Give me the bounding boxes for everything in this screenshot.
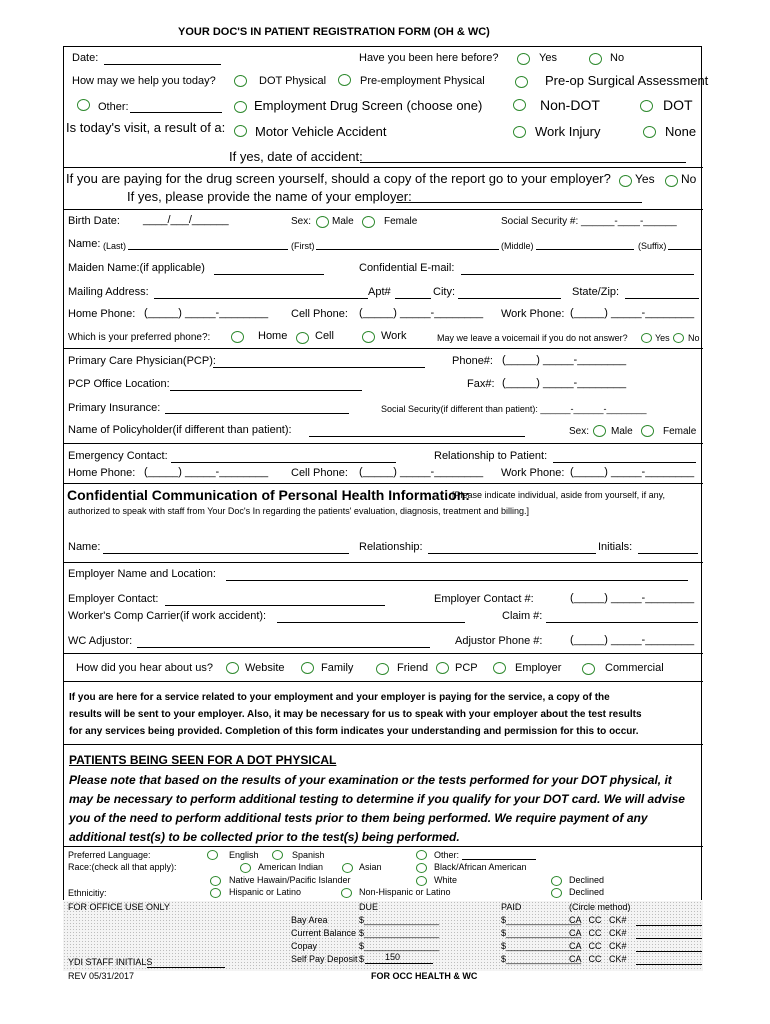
ssn-field[interactable]: Social Security #: ______-____-______ — [501, 216, 677, 227]
office-row-paid[interactable]: $_______________ — [501, 928, 582, 938]
non-dot-radio[interactable] — [513, 99, 526, 111]
referral-employer-label: Employer — [515, 662, 562, 674]
date-label: Date: — [72, 52, 99, 64]
dot-line-4: additional test(s) to be collected prior to the test(s) being performed. — [69, 830, 460, 844]
office-row-due[interactable]: $_______________ — [359, 941, 440, 951]
language-other-label: Other: — [434, 850, 460, 860]
self-pay-due-field[interactable] — [365, 963, 433, 964]
wc-adjustor-field[interactable] — [137, 647, 430, 648]
dot-radio[interactable] — [640, 100, 653, 112]
english-label: English — [229, 850, 259, 860]
confidential-note-2: authorized to speak with staff from Your Doc's In regarding the patients' evaluation, diagnosis, treatment and billing.] — [68, 506, 530, 516]
divider — [63, 653, 703, 654]
white-label: White — [434, 875, 458, 885]
emergency-contact-label: Emergency Contact: — [68, 450, 168, 462]
referral-friend-radio[interactable] — [376, 663, 389, 675]
dot-physical-radio[interactable] — [234, 75, 247, 87]
language-other-field[interactable] — [462, 859, 536, 860]
language-other-radio[interactable] — [416, 850, 427, 860]
ethnicity-label: Ethnicitiy: — [68, 888, 107, 898]
mailing-address-label: Mailing Address: — [68, 286, 149, 298]
city-field[interactable] — [458, 298, 561, 299]
wc-carrier-field[interactable] — [277, 622, 465, 623]
result-label: Is today's visit, a result of a: — [66, 120, 226, 135]
city-label: City: — [433, 286, 455, 298]
claim-label: Claim #: — [502, 610, 543, 622]
divider — [63, 744, 703, 745]
maiden-name-label: Maiden Name:(if applicable) — [68, 262, 205, 274]
black-checkbox[interactable] — [416, 863, 427, 873]
maiden-name-field[interactable] — [214, 274, 324, 275]
preferred-cell-label: Cell — [315, 330, 334, 342]
sex-female-label: Female — [384, 216, 418, 227]
divider — [63, 681, 703, 682]
initials-label: Initials: — [598, 541, 633, 553]
email-field[interactable] — [461, 274, 694, 275]
emergency-work-phone-field[interactable]: (_____) _____-________ — [570, 466, 695, 478]
hispanic-label: Hispanic or Latino — [229, 887, 302, 897]
work-phone-label: Work Phone: — [501, 308, 565, 320]
employer-name-label: If yes, please provide the name of your employer: — [127, 189, 412, 204]
pcp-office-field[interactable] — [170, 390, 362, 391]
hispanic-radio[interactable] — [210, 888, 221, 898]
check-number-field[interactable] — [636, 964, 702, 965]
help-label: How may we help you today? — [72, 75, 216, 87]
last-name-field[interactable] — [128, 249, 288, 250]
employer-name-location-field[interactable] — [226, 580, 688, 581]
primary-insurance-field[interactable] — [165, 413, 349, 414]
emergency-work-phone-label: Work Phone: — [501, 467, 565, 479]
office-row-paid[interactable]: $_______________ — [501, 915, 582, 925]
none-radio[interactable] — [643, 126, 656, 138]
preferred-cell-radio[interactable] — [296, 332, 309, 344]
employer-name-field[interactable] — [396, 202, 642, 203]
non-dot-label: Non-DOT — [540, 97, 600, 113]
form-title: YOUR DOC'S IN PATIENT REGISTRATION FORM (OH & WC) — [178, 26, 490, 38]
drug-pay-question: If you are paying for the drug screen yourself, should a copy of the report go to your employer? — [66, 171, 611, 186]
referral-friend-label: Friend — [397, 662, 429, 674]
other-label: Other: — [98, 101, 129, 113]
accident-date-label: If yes, date of accident: — [229, 149, 363, 164]
divider — [63, 483, 703, 484]
notice-line-1: If you are here for a service related to your employment and your employer is paying for the service, a copy of the — [69, 692, 610, 703]
apt-field[interactable] — [395, 298, 431, 299]
policyholder-female-radio[interactable] — [641, 425, 654, 437]
suffix-label: (Suffix) — [638, 241, 667, 251]
wc-adjustor-label: WC Adjustor: — [68, 635, 133, 647]
initials-field[interactable] — [638, 553, 698, 554]
voicemail-label: May we leave a voicemail if you do not answer? — [437, 333, 628, 343]
divider — [63, 562, 703, 563]
last-name-label: (Last) — [103, 241, 127, 251]
divider — [63, 846, 703, 847]
policyholder-male-label: Male — [611, 426, 633, 437]
notice-line-2: results will be sent to your employer. Also, it may be necessary for us to speak with your employer about the test results — [69, 709, 642, 720]
dot-line-1: Please note that based on the results of your examination or the tests performed for your DOT physical, it — [69, 773, 672, 787]
email-label: Confidential E-mail: — [359, 262, 455, 274]
pcp-fax-label: Fax#: — [467, 378, 495, 390]
check-number-field[interactable] — [636, 925, 702, 926]
ssn-different-field[interactable]: Social Security(if different than patient): ______-______-________ — [381, 404, 647, 414]
policyholder-label: Name of Policyholder(if different than patient): — [68, 424, 292, 436]
accident-date-field[interactable] — [360, 162, 686, 163]
dot-physical-label: DOT Physical — [259, 75, 327, 87]
adjustor-phone-field[interactable]: (_____) _____-________ — [570, 634, 695, 646]
cell-phone-field[interactable]: (_____) _____-________ — [359, 307, 484, 319]
dot-heading: PATIENTS BEING SEEN FOR A DOT PHYSICAL — [69, 753, 337, 767]
office-row-paid[interactable]: $_______________ — [501, 954, 582, 964]
hawaiian-label: Native Hawain/Pacific Islander — [229, 875, 351, 885]
birth-date-field[interactable]: ____/___/______ — [143, 214, 229, 226]
divider — [63, 209, 703, 210]
apt-label: Apt# — [368, 286, 391, 298]
preemployment-label: Pre-employment Physical — [360, 75, 485, 87]
divider — [63, 348, 703, 349]
preferred-home-label: Home — [258, 330, 288, 342]
preferred-work-radio[interactable] — [362, 331, 375, 343]
referral-website-radio[interactable] — [226, 662, 239, 674]
drug-screen-label: Employment Drug Screen (choose one) — [254, 98, 483, 113]
wc-carrier-label: Worker's Comp Carrier(if work accident): — [68, 610, 267, 622]
suffix-field[interactable] — [668, 249, 701, 250]
office-row-label: Copay — [291, 941, 318, 951]
referral-family-label: Family — [321, 662, 354, 674]
sex-male-label: Male — [332, 216, 354, 227]
middle-name-label: (Middle) — [501, 241, 534, 251]
drug-screen-radio[interactable] — [234, 101, 247, 113]
employer-contact-num-label: Employer Contact #: — [434, 593, 534, 605]
employer-contact-label: Employer Contact: — [68, 593, 159, 605]
state-zip-label: State/Zip: — [572, 286, 620, 298]
employer-name-location-label: Employer Name and Location: — [68, 568, 216, 580]
asian-checkbox[interactable] — [342, 863, 353, 873]
office-row-method[interactable]: CA CC CK# — [569, 915, 627, 925]
authorized-relationship-label: Relationship: — [359, 541, 423, 553]
pcp-fax-field[interactable]: (_____) _____-________ — [502, 377, 627, 389]
first-name-label: (First) — [291, 241, 315, 251]
non-hispanic-radio[interactable] — [341, 888, 352, 898]
work-injury-radio[interactable] — [513, 126, 526, 138]
emergency-contact-field[interactable] — [171, 462, 396, 463]
pcp-phone-field[interactable]: (_____) _____-________ — [502, 354, 627, 366]
other-field[interactable] — [130, 112, 222, 113]
sex-male-radio[interactable] — [316, 216, 329, 228]
english-radio[interactable] — [207, 850, 218, 860]
employer-contact-num-field[interactable]: (_____) _____-________ — [570, 592, 695, 604]
emergency-home-phone-label: Home Phone: — [68, 467, 136, 479]
referral-pcp-radio[interactable] — [436, 662, 449, 674]
dot-line-2: may be necessary to perform additional testing to determine if you qualify for your DOT card. We will advise — [69, 792, 685, 806]
home-phone-label: Home Phone: — [68, 308, 136, 320]
been-here-yes-label: Yes — [539, 52, 557, 64]
american-indian-label: American Indian — [258, 862, 324, 872]
birth-date-label: Birth Date: — [68, 215, 120, 227]
spanish-radio[interactable] — [272, 850, 283, 860]
none-label: None — [665, 124, 697, 139]
home-phone-field[interactable]: (_____) _____-________ — [144, 307, 269, 319]
state-zip-field[interactable] — [625, 298, 699, 299]
preferred-home-radio[interactable] — [231, 331, 244, 343]
primary-insurance-label: Primary Insurance: — [68, 402, 161, 414]
office-row-label: Self Pay Deposit — [291, 954, 358, 964]
referral-pcp-label: PCP — [455, 662, 478, 674]
voicemail-yes-label: Yes — [655, 333, 670, 343]
name-label: Name: — [68, 238, 101, 250]
footer-label: FOR OCC HEALTH & WC — [371, 971, 478, 981]
dot-label: DOT — [663, 97, 693, 113]
preop-label: Pre-op Surgical Assessment — [545, 73, 709, 88]
policyholder-male-radio[interactable] — [593, 425, 606, 437]
first-name-field[interactable] — [316, 249, 499, 250]
date-field[interactable] — [104, 64, 221, 65]
been-here-no-label: No — [610, 52, 625, 64]
office-row-due[interactable]: $_______________ — [359, 915, 440, 925]
middle-name-field[interactable] — [536, 249, 634, 250]
office-use-label: FOR OFFICE USE ONLY — [68, 902, 170, 912]
office-row-label: Bay Area — [291, 915, 328, 925]
circle-method-header: (Circle method) — [569, 902, 631, 912]
employer-contact-field[interactable] — [165, 605, 385, 606]
confidential-heading: Confidential Communication of Personal Health Information: — [67, 487, 470, 503]
ethnicity-declined-radio[interactable] — [551, 888, 562, 898]
language-label: Preferred Language: — [68, 850, 151, 860]
race-declined-checkbox[interactable] — [551, 876, 562, 886]
policyholder-female-label: Female — [663, 426, 697, 437]
work-phone-field[interactable]: (_____) _____-________ — [570, 307, 695, 319]
office-row-due[interactable]: $ — [359, 954, 365, 964]
voicemail-no-label: No — [688, 333, 700, 343]
sex-female-radio[interactable] — [362, 216, 375, 228]
policyholder-field[interactable] — [309, 436, 525, 437]
office-row-method[interactable]: CA CC CK# — [569, 941, 627, 951]
office-row-method[interactable]: CA CC CK# — [569, 928, 627, 938]
been-here-no-radio[interactable] — [589, 53, 602, 65]
drug-pay-yes-radio[interactable] — [619, 175, 632, 187]
cell-phone-label: Cell Phone: — [291, 308, 348, 320]
drug-pay-yes-label: Yes — [635, 172, 655, 186]
referral-family-radio[interactable] — [301, 662, 314, 674]
mailing-address-field[interactable] — [154, 298, 368, 299]
work-injury-label: Work Injury — [535, 124, 601, 139]
staff-initials-label: YDI STAFF INITIALS — [68, 957, 153, 967]
authorized-name-field[interactable] — [103, 553, 349, 554]
mva-label: Motor Vehicle Accident — [255, 124, 387, 139]
notice-line-3: for any services being provided. Completion of this form indicates your understanding and permission for this to occur. — [69, 726, 639, 737]
emergency-cell-phone-label: Cell Phone: — [291, 467, 348, 479]
non-hispanic-label: Non-Hispanic or Latino — [359, 887, 451, 897]
mva-radio[interactable] — [234, 125, 247, 137]
staff-initials-field[interactable] — [147, 967, 225, 968]
referral-commercial-label: Commercial — [605, 662, 664, 674]
pcp-office-label: PCP Office Location: — [68, 378, 170, 390]
race-declined-label: Declined — [569, 875, 605, 885]
referral-employer-radio[interactable] — [493, 662, 506, 674]
other-radio[interactable] — [77, 99, 90, 111]
authorized-name-label: Name: — [68, 541, 101, 553]
office-row-method[interactable]: CA CC CK# — [569, 954, 627, 964]
voicemail-yes-radio[interactable] — [641, 333, 652, 343]
pcp-phone-label: Phone#: — [452, 355, 493, 367]
pcp-field[interactable] — [213, 367, 425, 368]
been-here-label: Have you been here before? — [359, 52, 499, 64]
asian-label: Asian — [359, 862, 382, 872]
check-number-field[interactable] — [636, 951, 702, 952]
referral-website-label: Website — [245, 662, 285, 674]
check-number-field[interactable] — [636, 938, 702, 939]
policyholder-sex-label: Sex: — [569, 426, 590, 437]
dot-line-3: you of the need to perform additional tests prior to them being performed. We require payment of any — [69, 811, 648, 825]
emergency-cell-phone-field[interactable]: (_____) _____-________ — [359, 466, 484, 478]
ethnicity-declined-label: Declined — [569, 887, 605, 897]
confidential-note-1: [Please indicate individual, aside from yourself, if any, — [452, 490, 665, 500]
spanish-label: Spanish — [292, 850, 325, 860]
paid-header: PAID — [501, 902, 522, 912]
revision-label: REV 05/31/2017 — [68, 971, 135, 981]
preferred-phone-label: Which is your preferred phone?: — [68, 332, 211, 343]
been-here-yes-radio[interactable] — [517, 53, 530, 65]
preop-radio[interactable] — [515, 76, 528, 88]
relationship-patient-field[interactable] — [553, 462, 696, 463]
emergency-home-phone-field[interactable]: (_____) _____-________ — [144, 466, 269, 478]
office-row-label: Current Balance — [291, 928, 357, 938]
drug-pay-no-radio[interactable] — [665, 175, 678, 187]
race-label: Race:(check all that apply): — [68, 862, 177, 872]
adjustor-phone-label: Adjustor Phone #: — [455, 635, 543, 647]
voicemail-no-radio[interactable] — [673, 333, 684, 343]
referral-question: How did you hear about us? — [76, 662, 213, 674]
relationship-patient-label: Relationship to Patient: — [434, 450, 548, 462]
black-label: Black/African American — [434, 862, 527, 872]
claim-field[interactable] — [546, 622, 698, 623]
divider — [63, 167, 703, 168]
pcp-label: Primary Care Physician(PCP): — [68, 355, 216, 367]
american-indian-checkbox[interactable] — [240, 863, 251, 873]
hawaiian-checkbox[interactable] — [210, 876, 221, 886]
office-row-paid[interactable]: $_______________ — [501, 941, 582, 951]
due-header: DUE — [359, 902, 379, 912]
preferred-work-label: Work — [381, 330, 407, 342]
referral-commercial-radio[interactable] — [582, 663, 595, 675]
sex-label: Sex: — [291, 216, 312, 227]
self-pay-amount[interactable]: 150 — [385, 952, 401, 962]
drug-pay-no-label: No — [681, 172, 697, 186]
white-checkbox[interactable] — [416, 876, 427, 886]
office-row-due[interactable]: $_______________ — [359, 928, 440, 938]
authorized-relationship-field[interactable] — [428, 553, 596, 554]
preemployment-radio[interactable] — [338, 74, 351, 86]
divider — [63, 443, 703, 444]
